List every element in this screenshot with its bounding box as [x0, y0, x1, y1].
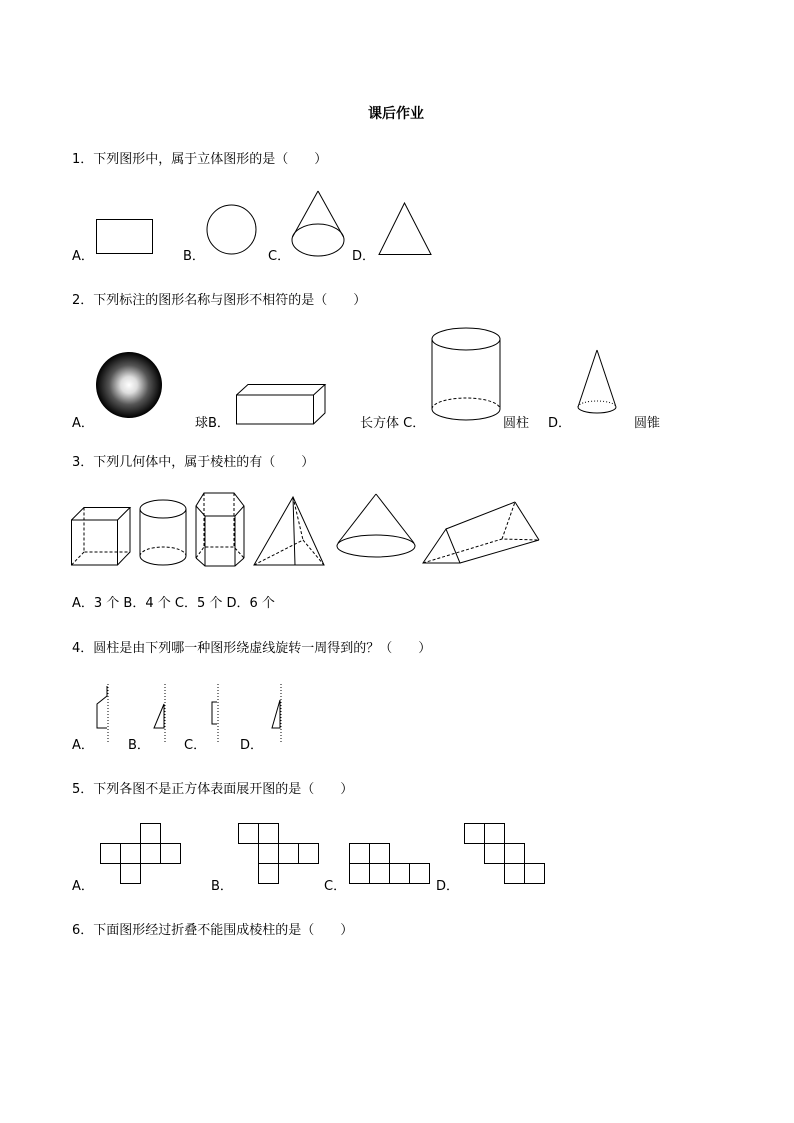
q1-option-c-label: C． [268, 249, 291, 264]
q4-option-c-label: C． [184, 738, 207, 753]
q5-option-a-label: A． [72, 879, 94, 894]
q5-net-a-figure [100, 823, 182, 885]
q2-option-c-label: 长方体 C． [360, 416, 426, 431]
q5-option-c-label: C． [324, 879, 347, 894]
q2-label-cylinder: 圆柱 [503, 416, 530, 431]
q5-net-b-figure [238, 823, 320, 885]
q5-option-b-label: B． [211, 879, 233, 894]
question-4-stem: 4．圆柱是由下列哪一种图形绕虚线旋转一周得到的？（ ） [72, 641, 432, 656]
q2-cone-figure [576, 349, 622, 425]
question-1-stem: 1．下列图形中，属于立体图形的是（ ） [72, 152, 328, 167]
question-5-stem: 5．下列各图不是正方体表面展开图的是（ ） [72, 782, 354, 797]
q3-cylinder-figure [139, 499, 189, 567]
q2-option-a-label: A． [72, 416, 94, 431]
q2-cylinder-figure [431, 327, 503, 423]
q2-label-cone: 圆锥 [634, 416, 661, 431]
q4-shape-a-figure [95, 684, 115, 746]
q1-option-a-label: A． [72, 249, 94, 264]
question-3-stem: 3．下列几何体中，属于棱柱的有（ ） [72, 455, 315, 470]
page-title: 课后作业 [368, 106, 424, 122]
q3-hexagonal-prism-figure [195, 492, 247, 568]
q1-cone-figure [291, 190, 347, 258]
q2-option-b-label: 球B． [195, 416, 230, 431]
q2-sphere-figure [95, 351, 165, 421]
q2-cuboid-figure [236, 384, 328, 426]
q1-option-b-label: B． [183, 249, 205, 264]
q4-shape-c-figure [207, 684, 227, 746]
q3-answer-options: A．3 个 B．4 个 C．5 个 D．6 个 [72, 596, 275, 611]
q4-option-b-label: B． [128, 738, 150, 753]
q4-shape-d-figure [267, 684, 287, 746]
q2-option-d-label: D． [548, 416, 572, 431]
q1-triangle-figure [378, 202, 434, 257]
q3-pyramid-figure [253, 496, 327, 568]
q1-option-d-label: D． [352, 249, 376, 264]
q5-net-c-figure [349, 843, 431, 885]
q4-option-d-label: D． [240, 738, 264, 753]
q3-cone-figure [336, 493, 418, 559]
q4-option-a-label: A． [72, 738, 94, 753]
question-6-stem: 6．下面图形经过折叠不能围成棱柱的是（ ） [72, 923, 354, 938]
q1-rectangle-figure [96, 219, 154, 255]
q5-option-d-label: D． [436, 879, 460, 894]
question-2-stem: 2．下列标注的图形名称与图形不相符的是（ ） [72, 293, 367, 308]
q3-triangular-prism-figure [422, 501, 544, 567]
q3-cube-figure [71, 507, 133, 567]
q4-shape-b-figure [151, 684, 171, 746]
q1-circle-figure [206, 204, 258, 256]
q5-net-d-figure [464, 823, 546, 885]
